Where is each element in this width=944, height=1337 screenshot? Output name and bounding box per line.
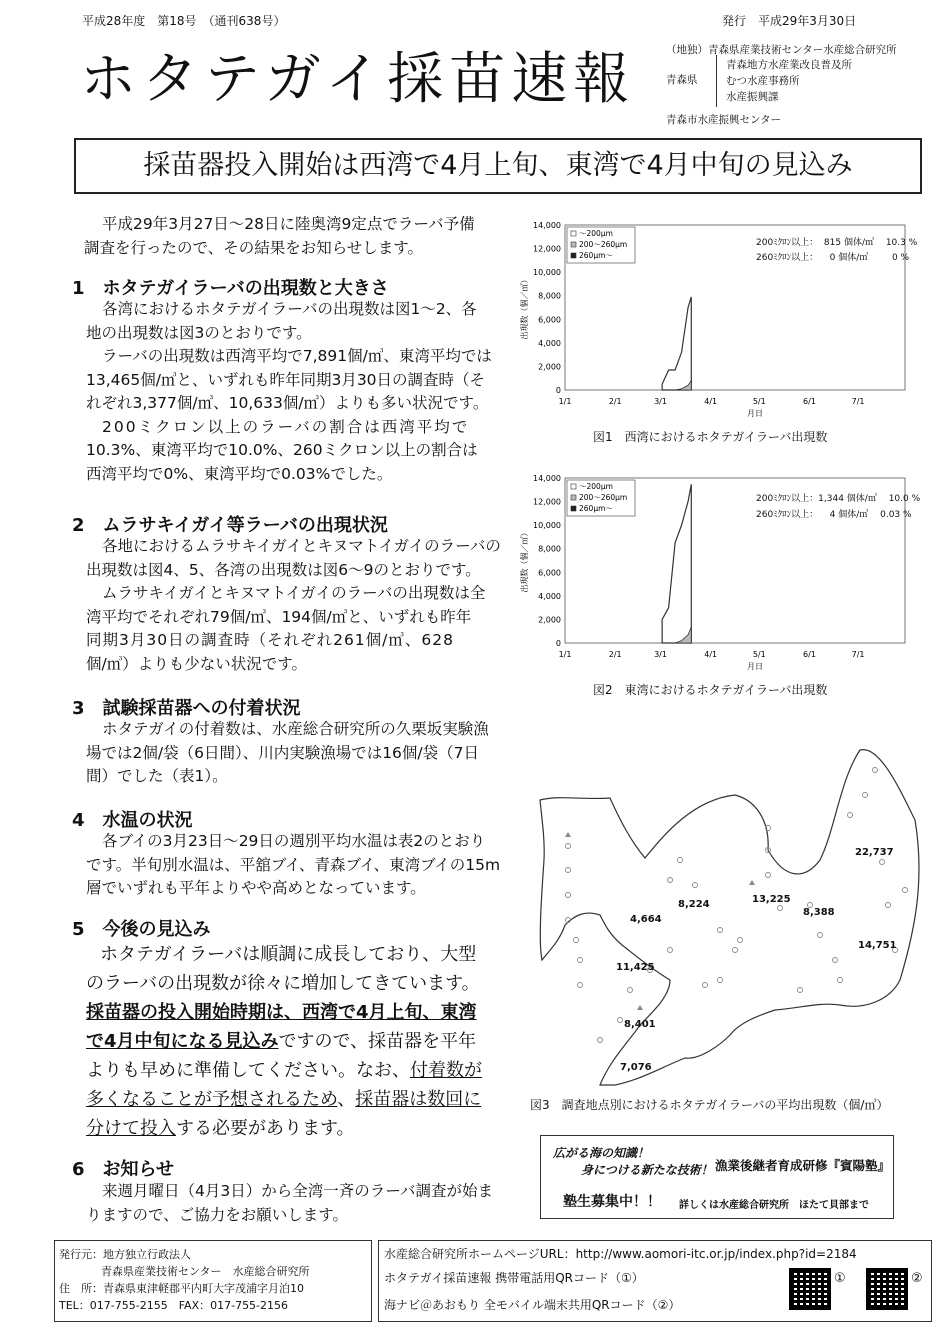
chart-legend	[567, 227, 635, 263]
y-axis-label: 出現数（個／㎥）	[520, 528, 529, 593]
qr1-mark: ①	[834, 1271, 846, 1286]
ad-name: 漁業後継者育成研修『賓陽塾』	[715, 1158, 891, 1173]
figure-2-stat: 200ﾐｸﾛﾝ以上：1,344 個体/㎥ 10.0 %	[756, 494, 921, 504]
publisher-label: 発行元：地方独立行政法人	[59, 1248, 191, 1261]
text-line: 出現数は図4、5、各湾の出現数は図6～9のとおりです。	[86, 560, 481, 579]
qr1-label: ホタテガイ採苗速報 携帯電話用QRコード（①）	[384, 1271, 644, 1285]
map-label: 7,076	[620, 1062, 652, 1073]
figure-1-stat: 200ﾐｸﾛﾝ以上： 815 個体/㎥ 10.3 %	[756, 238, 918, 248]
text-line: 同期3月30日の調査時（それぞれ261個/㎥、628	[86, 631, 454, 649]
x-tick-label: 1/1	[558, 397, 572, 406]
legend-label: ～200μm	[579, 482, 613, 491]
legend-label: 200～260μm	[579, 493, 628, 502]
qr-code-1-icon[interactable]	[789, 1268, 831, 1310]
intro-line: 調査を行ったので、その結果をお知らせします。	[84, 238, 423, 257]
underlined-text: 分けて投入	[86, 1118, 176, 1139]
series-area-under-200	[662, 297, 691, 390]
map-label: 11,425	[616, 962, 655, 973]
qr-code-2-icon[interactable]	[866, 1268, 908, 1310]
y-tick-label: 10,000	[533, 521, 561, 531]
legend-swatch	[571, 484, 576, 489]
x-tick-label: 3/1	[654, 650, 667, 659]
legend-swatch	[571, 506, 576, 511]
y-tick-label: 4,000	[538, 338, 561, 348]
series-area-under-200	[662, 484, 691, 643]
map-label: 8,388	[803, 907, 835, 918]
text-line: ホタテガイの付着数は、水産総合研究所の久栗坂実験漁	[102, 720, 489, 738]
text-line: 13,465個/㎥と、いずれも昨年同期3月30日の調査時（そ	[86, 370, 486, 389]
bay-coastline	[540, 750, 919, 1085]
training-ad	[540, 1135, 894, 1219]
section-5-heading: 5 今後の見込み	[72, 919, 211, 940]
text-line: 湾平均でそれぞれ79個/㎥、194個/㎥と、いずれも昨年	[86, 607, 472, 626]
chart-legend	[567, 480, 635, 516]
text-line: 地の出現数は図3のとおりです。	[86, 323, 312, 342]
map-label: 22,737	[855, 847, 894, 858]
page-title: ホタテガイ採苗速報	[80, 47, 636, 112]
text-line: りますので、ご協力をお願いします。	[86, 1205, 348, 1224]
issue-number: 平成28年度 第18号 （通刊638号）	[82, 14, 286, 28]
x-tick-label: 4/1	[704, 650, 718, 659]
figure-2-stat: 260ﾐｸﾛﾝ以上： 4 個体/㎥ 0.03 %	[756, 510, 912, 520]
map-label: 4,664	[630, 914, 662, 925]
y-tick-label: 12,000	[533, 244, 561, 254]
legend-swatch	[571, 242, 576, 247]
org-bottom: 青森市水産振興センター	[666, 114, 782, 126]
text-line: 200ミクロン以上のラーバの割合は西湾平均で	[102, 417, 470, 436]
section-1-heading: 1 ホタテガイラーバの出現数と大きさ	[72, 278, 389, 299]
y-tick-label: 2,000	[538, 615, 561, 625]
section-5-body	[86, 940, 526, 1143]
figure-3-map	[520, 740, 930, 1090]
ad-line-1: 広がる海の知識！	[553, 1146, 650, 1160]
qr2-mark: ②	[911, 1271, 923, 1286]
x-axis-label: 月日	[747, 409, 763, 418]
underlined-text: 付着数が	[410, 1060, 482, 1081]
x-tick-label: 3/1	[654, 397, 667, 406]
text-line: 場では2個/袋（6日間）、川内実験漁場では16個/袋（7日	[86, 743, 480, 762]
text-line: れぞれ3,377個/㎥、10,633個/㎥）よりも多い状況です。	[86, 394, 489, 412]
text-span: よりも早めに準備してください。なお、	[86, 1060, 410, 1081]
figure-2-caption: 図2 東湾におけるホタテガイラーバ出現数	[593, 683, 828, 697]
section-1-body	[86, 298, 516, 486]
map-label: 14,751	[858, 940, 897, 951]
y-tick-label: 2,000	[538, 362, 561, 372]
section-3-heading: 3 試験採苗器への付着状況	[72, 698, 301, 719]
publisher-org: 青森県産業技術センター 水産総合研究所	[101, 1265, 310, 1278]
text-line: です。半旬別水温は、平舘ブイ、青森ブイ、東湾ブイの15m	[86, 855, 501, 874]
legend-label: 260μm～	[579, 251, 613, 260]
x-tick-label: 2/1	[608, 650, 622, 659]
publisher-address: 住 所：青森県東津軽郡平内町大字茂浦字月泊10	[59, 1282, 304, 1295]
y-tick-label: 0	[555, 639, 561, 648]
intro-line: 平成29年3月27日～28日に陸奥湾9定点でラーバ予備	[102, 215, 475, 233]
legend-swatch	[571, 495, 576, 500]
links-box	[378, 1240, 932, 1322]
y-tick-label: 8,000	[538, 544, 561, 554]
qr2-label: 海ナビ＠あおもり 全モバイル端末共用QRコード（②）	[384, 1298, 681, 1312]
text-line: ムラサキイガイとキヌマトイガイのラーバの出現数は全	[102, 584, 486, 602]
figure-3-caption: 図3 調査地点別におけるホタテガイラーバの平均出現数（個/㎥）	[530, 1098, 889, 1112]
y-tick-label: 0	[555, 386, 561, 395]
legend-label: ～200μm	[579, 229, 613, 238]
section-2-heading: 2 ムラサキイガイ等ラーバの出現状況	[72, 515, 388, 536]
text-line: 個/㎥）よりも少ない状況です。	[86, 654, 307, 673]
ad-detail: 詳しくは水産総合研究所 ほたて貝部まで	[679, 1200, 869, 1211]
text-line: 層でいずれも平年よりやや高めとなっています。	[86, 879, 426, 897]
y-tick-label: 14,000	[533, 221, 561, 230]
text-line: 各湾におけるホタテガイラーバの出現数は図1～2、各	[102, 300, 477, 318]
publisher-box	[54, 1240, 372, 1322]
y-tick-label: 12,000	[533, 497, 561, 507]
y-tick-label: 14,000	[533, 474, 561, 483]
homepage-url[interactable]: 水産総合研究所ホームページURL：http://www.aomori-itc.or.jp/index.php?id=2184	[384, 1247, 857, 1261]
text-line: 10.3%、東湾平均で10.0%、260ミクロン以上の割合は	[86, 441, 478, 459]
underlined-text: 多くなることが予想されるため	[86, 1089, 338, 1110]
text-line: 西湾平均で0%、東湾平均で0.03%でした。	[86, 464, 393, 483]
text-line: 間）でした（表1）。	[86, 767, 228, 785]
intro	[84, 213, 514, 260]
map-label: 8,401	[624, 1019, 656, 1030]
y-tick-label: 6,000	[538, 568, 561, 578]
x-tick-label: 5/1	[752, 397, 766, 406]
text-span: ですので、採苗器を平年	[278, 1031, 477, 1052]
survey-points	[566, 768, 908, 1043]
org-bracket	[716, 55, 719, 107]
x-tick-label: 5/1	[752, 650, 766, 659]
text-span: 、	[337, 1089, 356, 1110]
x-tick-label: 6/1	[803, 397, 816, 406]
section-2-body	[86, 535, 516, 676]
legend-swatch	[571, 231, 576, 236]
section-3-body	[86, 718, 516, 789]
legend-label: 200～260μm	[579, 240, 628, 249]
figure-1-stat: 260ﾐｸﾛﾝ以上： 0 個体/㎥ 0 %	[756, 253, 910, 263]
map-label: 8,224	[678, 899, 710, 910]
headline-box: 採苗器投入開始は西湾で4月上旬、東湾で4月中旬の見込み	[74, 138, 922, 194]
legend-label: 260μm～	[579, 504, 613, 513]
publisher-tel: TEL：017-755-2155 FAX：017-755-2156	[59, 1299, 289, 1312]
x-tick-label: 6/1	[803, 650, 816, 659]
section-4-heading: 4 水温の状況	[72, 810, 193, 831]
text-line: ラーバの出現数は西湾平均で7,891個/㎥、東湾平均では	[102, 347, 492, 365]
map-label: 13,225	[752, 894, 791, 905]
ad-line-2: 身につける新たな技術！	[581, 1163, 713, 1177]
section-6-heading: 6 お知らせ	[72, 1159, 174, 1180]
emphasis-line: 採苗器の投入開始時期は、西湾で4月上旬、東湾	[86, 1002, 477, 1023]
x-axis-label: 月日	[747, 662, 763, 671]
org-top: （地独）青森県産業技術センター水産総合研究所	[666, 44, 897, 56]
text-line: 各ブイの3月23日～29日の週別平均水温は表2のとおり	[102, 832, 486, 850]
org-item: 青森地方水産業改良普及所	[726, 59, 852, 71]
text-line: のラーバの出現数が徐々に増加してきています。	[86, 973, 480, 994]
pref-label: 青森県	[666, 74, 698, 86]
y-tick-label: 6,000	[538, 315, 561, 325]
y-tick-label: 8,000	[538, 291, 561, 301]
emphasis-text: で4月中旬になる見込み	[86, 1031, 279, 1052]
x-tick-label: 2/1	[608, 397, 622, 406]
publish-date: 発行 平成29年3月30日	[722, 14, 857, 28]
ad-recruit: 塾生募集中！！	[563, 1194, 661, 1210]
org-list	[726, 57, 852, 105]
text-line: 各地におけるムラサキイガイとキヌマトイガイのラーバの	[102, 537, 501, 555]
org-item: 水産振興課	[726, 91, 779, 103]
x-tick-label: 4/1	[704, 397, 718, 406]
x-tick-label: 7/1	[851, 397, 865, 406]
y-axis-label: 出現数（個／㎥）	[520, 275, 529, 340]
text-line: ホタテガイラーバは順調に成長しており、大型	[100, 944, 477, 965]
legend-swatch	[571, 253, 576, 258]
y-tick-label: 4,000	[538, 591, 561, 601]
underlined-text: 採苗器は数回に	[355, 1089, 482, 1110]
section-6-body	[86, 1180, 526, 1227]
org-item: むつ水産事務所	[726, 75, 800, 87]
figure-1-caption: 図1 西湾におけるホタテガイラーバ出現数	[593, 430, 828, 444]
section-4-body	[86, 830, 516, 901]
text-line: 来週月曜日（4月3日）から全湾一斉のラーバ調査が始ま	[102, 1182, 493, 1200]
x-tick-label: 7/1	[851, 650, 865, 659]
x-tick-label: 1/1	[558, 650, 572, 659]
publisher-info	[59, 1246, 310, 1314]
y-tick-label: 10,000	[533, 268, 561, 278]
text-span: する必要があります。	[176, 1118, 355, 1139]
